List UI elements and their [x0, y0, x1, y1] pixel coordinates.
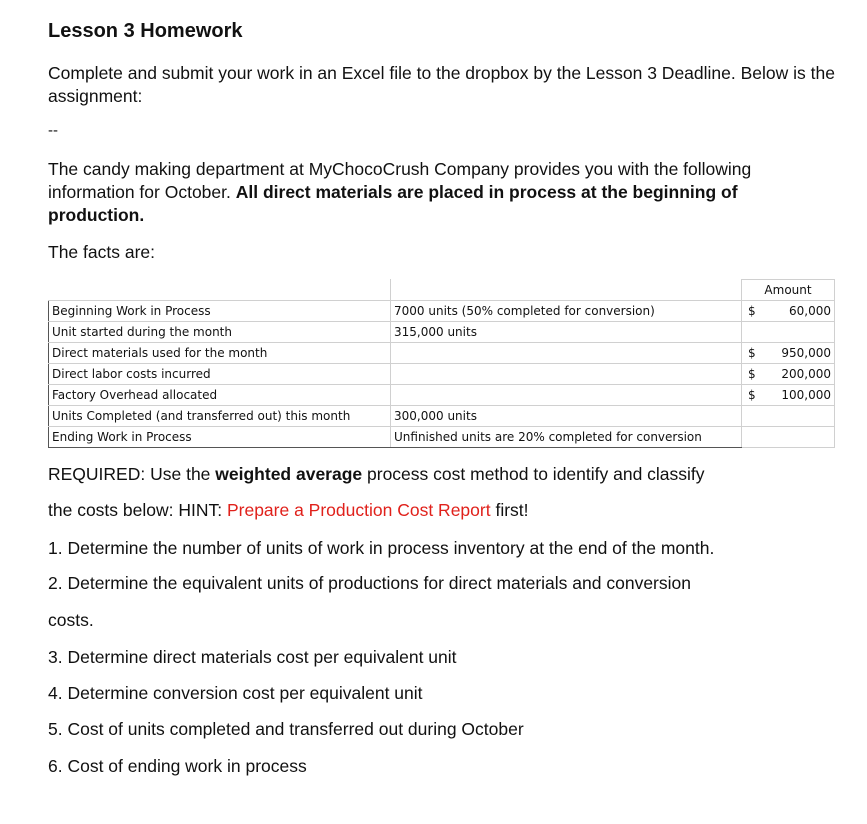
row-amount: 100,000 [781, 388, 831, 402]
scenario-paragraph [48, 158, 838, 227]
question-1: 1. Determine the number of units of work in process inventory at the end of the month. [48, 538, 715, 558]
row-detail: 7000 units (50% completed for conversion) [391, 301, 742, 322]
row-label: Direct materials used for the month [49, 343, 391, 364]
row-amount-cell [742, 322, 835, 343]
row-label: Factory Overhead allocated [49, 385, 391, 406]
row-label: Direct labor costs incurred [49, 364, 391, 385]
scenario-bold: All direct materials are placed in process at the beginning of production. [48, 182, 738, 225]
question-2-continued: costs. [48, 610, 94, 630]
row-detail: Unfinished units are 20% completed for conversion [391, 427, 742, 448]
table-header-row [49, 280, 835, 301]
row-detail: 300,000 units [391, 406, 742, 427]
row-label: Ending Work in Process [49, 427, 391, 448]
table-row [49, 322, 835, 343]
currency-symbol: $ [748, 367, 756, 381]
table-row [49, 301, 835, 322]
separator: -- [48, 122, 58, 139]
row-label: Unit started during the month [49, 322, 391, 343]
row-amount-cell [742, 427, 835, 448]
row-label: Units Completed (and transferred out) this month [49, 406, 391, 427]
currency-symbol: $ [748, 304, 756, 318]
question-2: 2. Determine the equivalent units of productions for direct materials and conversion [48, 573, 691, 593]
row-label: Beginning Work in Process [49, 301, 391, 322]
row-amount: 60,000 [789, 304, 831, 318]
facts-table [48, 279, 835, 448]
currency-symbol: $ [748, 346, 756, 360]
question-5: 5. Cost of units completed and transferred out during October [48, 719, 524, 739]
question-6: 6. Cost of ending work in process [48, 756, 307, 776]
table-row [49, 385, 835, 406]
row-amount-cell [742, 364, 835, 385]
question-3: 3. Determine direct materials cost per equivalent unit [48, 647, 457, 667]
table-row [49, 406, 835, 427]
row-detail [391, 364, 742, 385]
currency-symbol: $ [748, 388, 756, 402]
row-detail [391, 385, 742, 406]
row-amount-cell [742, 301, 835, 322]
question-4: 4. Determine conversion cost per equivalent unit [48, 683, 423, 703]
amount-header: Amount [742, 280, 835, 301]
required-instruction: REQUIRED: Use the weighted average process cost method to identify and classify [48, 464, 705, 484]
scenario-text: The candy making department at MyChocoCrush Company provides you with the following information for October. [48, 159, 752, 202]
row-amount-cell [742, 343, 835, 364]
table-row [49, 343, 835, 364]
row-detail: 315,000 units [391, 322, 742, 343]
hint-red-text: Prepare a Production Cost Report [226, 500, 491, 520]
row-amount-cell [742, 385, 835, 406]
row-detail [391, 343, 742, 364]
row-amount: 950,000 [781, 346, 831, 360]
page-title: Lesson 3 Homework [48, 20, 243, 42]
row-amount: 200,000 [781, 367, 831, 381]
table-row [49, 364, 835, 385]
facts-label: The facts are: [48, 242, 155, 262]
row-amount-cell [742, 406, 835, 427]
intro-paragraph: Complete and submit your work in an Excel file to the dropbox by the Lesson 3 Deadline. Below is the assignment: [48, 63, 835, 106]
table-row [49, 427, 835, 448]
hint-line: the costs below: HINT: Prepare a Production Cost Report first! [48, 500, 529, 520]
weighted-average-bold: weighted average [215, 464, 363, 484]
